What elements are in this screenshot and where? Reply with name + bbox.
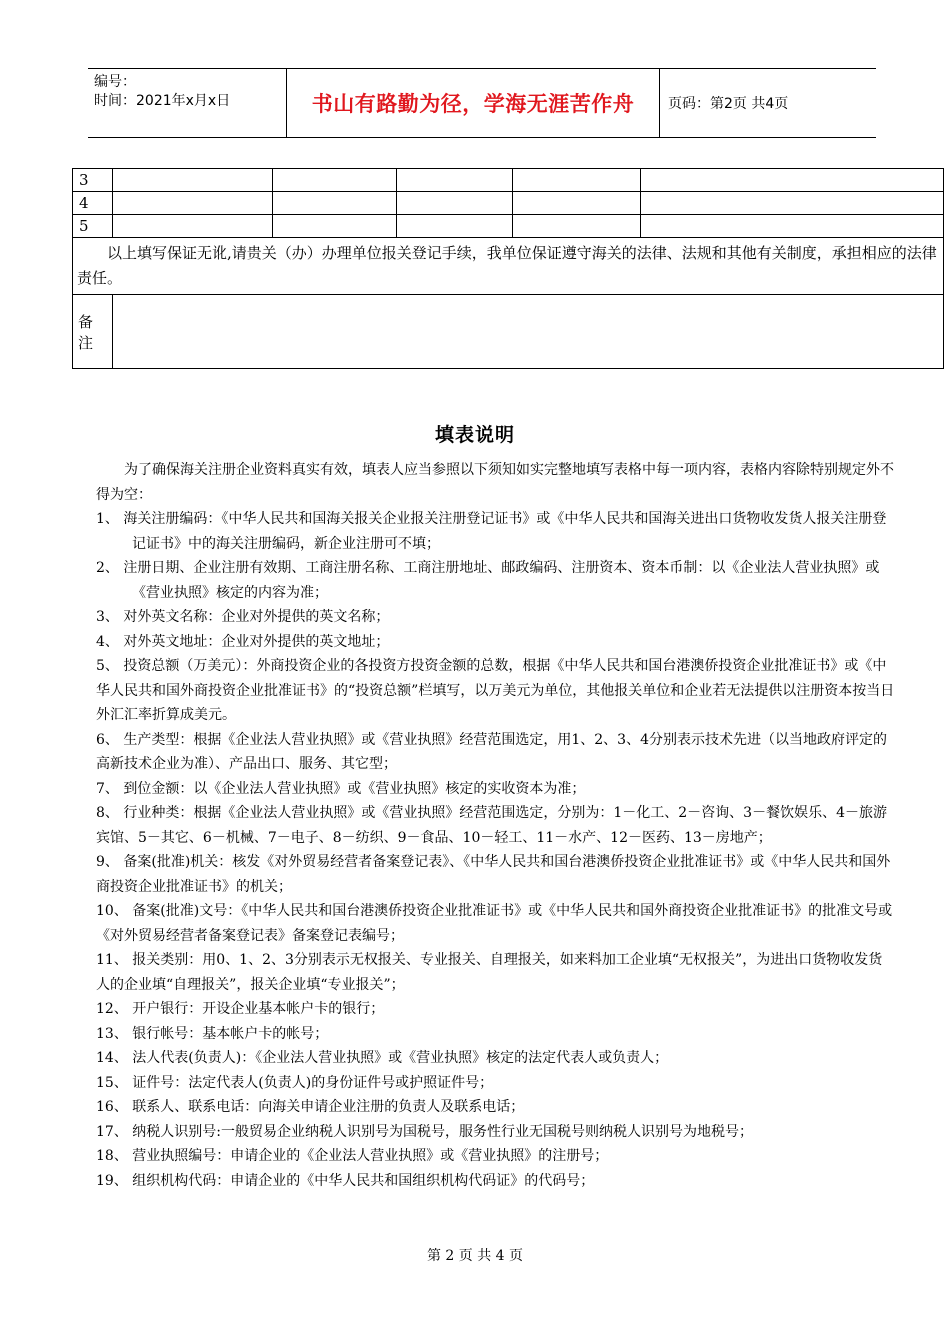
document-number-label: 编号： — [94, 74, 136, 90]
instruction-item: 16、 联系人、联系电话：向海关申请企业注册的负责人及联系电话； — [96, 1099, 525, 1115]
registration-form-table — [72, 168, 944, 369]
instruction-item: 12、 开户银行：开设企业基本帐户卡的银行； — [96, 1001, 385, 1017]
table-cell[interactable] — [513, 215, 641, 238]
instruction-item: 17、 纳税人识别号:一般贸易企业纳税人识别号为国税号，服务性行业无国税号则纳税人识别号为地税号； — [96, 1123, 753, 1140]
instruction-item: 7、 到位金额：以《企业法人营业执照》或《营业执照》核定的实收资本为准； — [96, 780, 586, 797]
page-header — [88, 68, 876, 138]
table-cell[interactable] — [113, 192, 273, 215]
table-cell[interactable] — [641, 215, 944, 238]
table-cell[interactable] — [113, 215, 273, 238]
table-cell[interactable] — [641, 169, 944, 192]
table-cell[interactable] — [513, 169, 641, 192]
guarantee-statement-text: 以上填写保证无讹,请贵关（办）办理单位报关登记手续，我单位保证遵守海关的法律、法规和其他有关制度，承担相应的法律责任。 — [77, 244, 937, 287]
instruction-item: 14、 法人代表(负责人)：《企业法人营业执照》或《营业执照》核定的法定代表人或负责人； — [96, 1050, 669, 1066]
instructions-intro: 为了确保海关注册企业资料真实有效，填表人应当参照以下须知如实完整地填写表格中每一项内容，表格内容除特别规定外不得为空： — [96, 462, 894, 503]
instructions-body — [96, 458, 896, 1193]
header-page-info: 页码：第2页 共4页 — [668, 96, 789, 112]
table-cell[interactable] — [397, 192, 513, 215]
table-cell[interactable] — [397, 215, 513, 238]
instruction-item: 6、 生产类型：根据《企业法人营业执照》或《营业执照》经营范围选定，用1、2、3、4分别表示技术先进（以当地政府评定的高新技术企业为准）、产品出口、服务、其它型； — [96, 731, 887, 772]
instruction-item: 10、 备案(批准)文号：《中华人民共和国台港澳侨投资企业批准证书》或《中华人民共和国外商投资企业批准证书》的批准文号或《对外贸易经营者备案登记表》备案登记表编号； — [96, 903, 893, 944]
table-cell[interactable] — [273, 169, 397, 192]
instruction-item: 18、 营业执照编号：申请企业的《企业法人营业执照》或《营业执照》的注册号； — [96, 1148, 609, 1164]
header-motto: 书山有路勤为径，学海无涯苦作舟 — [286, 69, 660, 137]
instruction-item: 5、 投资总额（万美元）：外商投资企业的各投资方投资金额的总数，根据《中华人民共和国台港澳侨投资企业批准证书》或《中华人民共和国外商投资企业批准证书》的“投资总额”栏填写，以万美元为单位，其他报关单位和企业若无法提供以注册资本按当日外汇汇率折算成美元。 — [96, 658, 895, 723]
row-number: 3 — [73, 169, 113, 192]
table-cell[interactable] — [397, 169, 513, 192]
table-cell[interactable] — [273, 192, 397, 215]
statement-row — [73, 238, 944, 295]
instruction-item: 4、 对外英文地址：企业对外提供的英文地址； — [96, 633, 390, 650]
header-meta — [94, 73, 284, 111]
remark-row — [73, 295, 944, 369]
table-cell[interactable] — [113, 169, 273, 192]
instruction-item: 15、 证件号：法定代表人(负责人)的身份证件号或护照证件号； — [96, 1074, 494, 1091]
row-number: 4 — [73, 192, 113, 215]
instruction-item: 13、 银行帐号：基本帐户卡的帐号； — [96, 1025, 329, 1042]
instruction-item: 19、 组织机构代码：申请企业的《中华人民共和国组织机构代码证》的代码号； — [96, 1172, 595, 1189]
instruction-item: 8、 行业种类：根据《企业法人营业执照》或《营业执照》经营范围选定，分别为：1－化工、2－咨询、3－餐饮娱乐、4－旅游宾馆、5－其它、6－机械、7－电子、8－纺织、9－食品、10－轻工、11－水产、12－医药、13－房地产； — [96, 805, 887, 846]
instruction-item: 1、 海关注册编码：《中华人民共和国海关报关企业报关注册登记证书》或《中华人民共和国海关进出口货物收发货人报关注册登记证书》中的海关注册编码，新企业注册可不填； — [96, 511, 887, 552]
table-row — [73, 192, 944, 215]
instruction-item: 9、 备案(批准)机关：核发《对外贸易经营者备案登记表》、《中华人民共和国台港澳侨投资企业批准证书》或《中华人民共和国外商投资企业批准证书》的机关； — [96, 854, 891, 895]
table-row — [73, 215, 944, 238]
instruction-item: 11、 报关类别：用0、1、2、3分别表示无权报关、专业报关、自理报关，如来料加工企业填“无权报关”，为进出口货物收发货人的企业填“自理报关”，报关企业填“专业报关”； — [96, 952, 883, 993]
page-footer: 第 2 页 共 4 页 — [426, 1248, 524, 1264]
instruction-item: 2、 注册日期、企业注册有效期、工商注册名称、工商注册地址、邮政编码、注册资本、资本币制：以《企业法人营业执照》或《营业执照》核定的内容为准； — [96, 560, 880, 601]
table-cell[interactable] — [513, 192, 641, 215]
document-time-label: 时间：2021年x月x日 — [94, 93, 231, 109]
table-cell[interactable] — [641, 192, 944, 215]
table-row — [73, 169, 944, 192]
table-cell[interactable] — [273, 215, 397, 238]
instructions-title: 填表说明 — [434, 424, 515, 446]
guarantee-statement — [73, 238, 944, 295]
remark-label: 备注 — [73, 295, 113, 369]
row-number: 5 — [73, 215, 113, 238]
remark-field[interactable] — [113, 295, 944, 369]
instruction-item: 3、 对外英文名称：企业对外提供的英文名称； — [96, 609, 390, 625]
